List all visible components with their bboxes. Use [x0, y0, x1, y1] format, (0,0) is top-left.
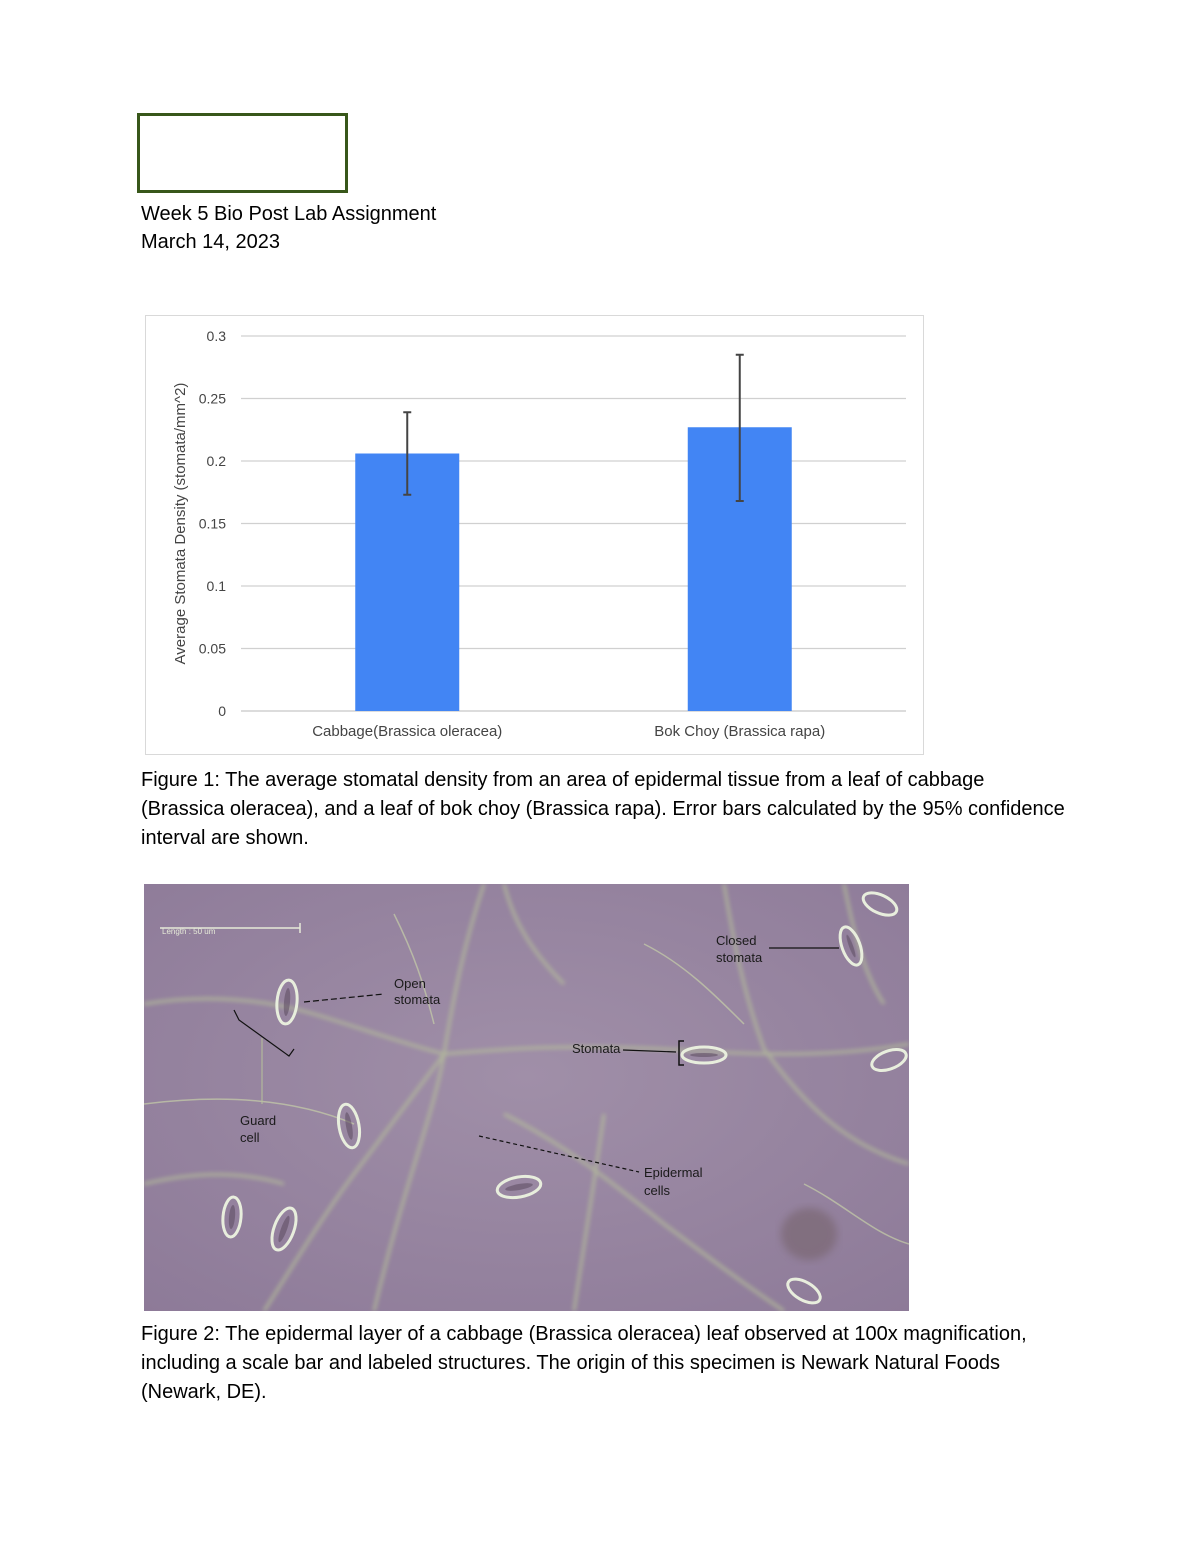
y-tick-label: 0.1 [206, 578, 226, 594]
label-stomata: Stomata [572, 1041, 621, 1056]
label-epidermal-cells-1: Epidermal [644, 1165, 703, 1180]
x-category-label: Bok Choy (Brassica rapa) [654, 723, 826, 740]
label-guard-cell-1: Guard [240, 1113, 277, 1128]
assignment-title: Week 5 Bio Post Lab Assignment [141, 203, 437, 225]
label-closed-stomata-1: Closed [716, 933, 757, 948]
label-closed-stomata-2: stomata [716, 950, 763, 965]
label-open-stomata-2: stomata [394, 992, 441, 1007]
scale-bar-label: Length : 50 um [162, 927, 216, 936]
y-axis-label: Average Stomata Density (stomata/mm^2) [172, 382, 189, 665]
chart-canvas [146, 316, 925, 756]
figure1-caption: Figure 1: The average stomatal density from an area of epidermal tissue from a leaf of cabbage (Brassica oleracea), and a leaf of bok choy (Brassica rapa). Error bars calculated by the 95% confidence interval are shown. [141, 769, 1065, 849]
micrograph-image [144, 884, 909, 1311]
name-redaction-box [137, 113, 348, 193]
assignment-date: March 14, 2023 [141, 231, 280, 253]
document-header [141, 200, 436, 256]
label-guard-cell-2: cell [240, 1130, 260, 1145]
y-tick-label: 0.3 [206, 328, 226, 344]
y-tick-label: 0.2 [206, 453, 226, 469]
x-category-label: Cabbage(Brassica oleracea) [312, 723, 503, 740]
y-tick-label: 0.15 [198, 515, 226, 532]
micrograph-figure [144, 884, 909, 1311]
stomata-density-chart [145, 315, 924, 755]
label-epidermal-cells-2: cells [644, 1183, 671, 1198]
figure2-caption: Figure 2: The epidermal layer of a cabbage (Brassica oleracea) leaf observed at 100x magnification, including a scale bar and labeled structures. The origin of this specimen is Newark Natural Foods (Newark, DE). [141, 1323, 1027, 1403]
label-open-stomata-1: Open [394, 976, 426, 991]
y-tick-label: 0.05 [198, 640, 226, 657]
y-tick-label: 0 [218, 703, 226, 719]
y-tick-label: 0.25 [198, 390, 226, 407]
